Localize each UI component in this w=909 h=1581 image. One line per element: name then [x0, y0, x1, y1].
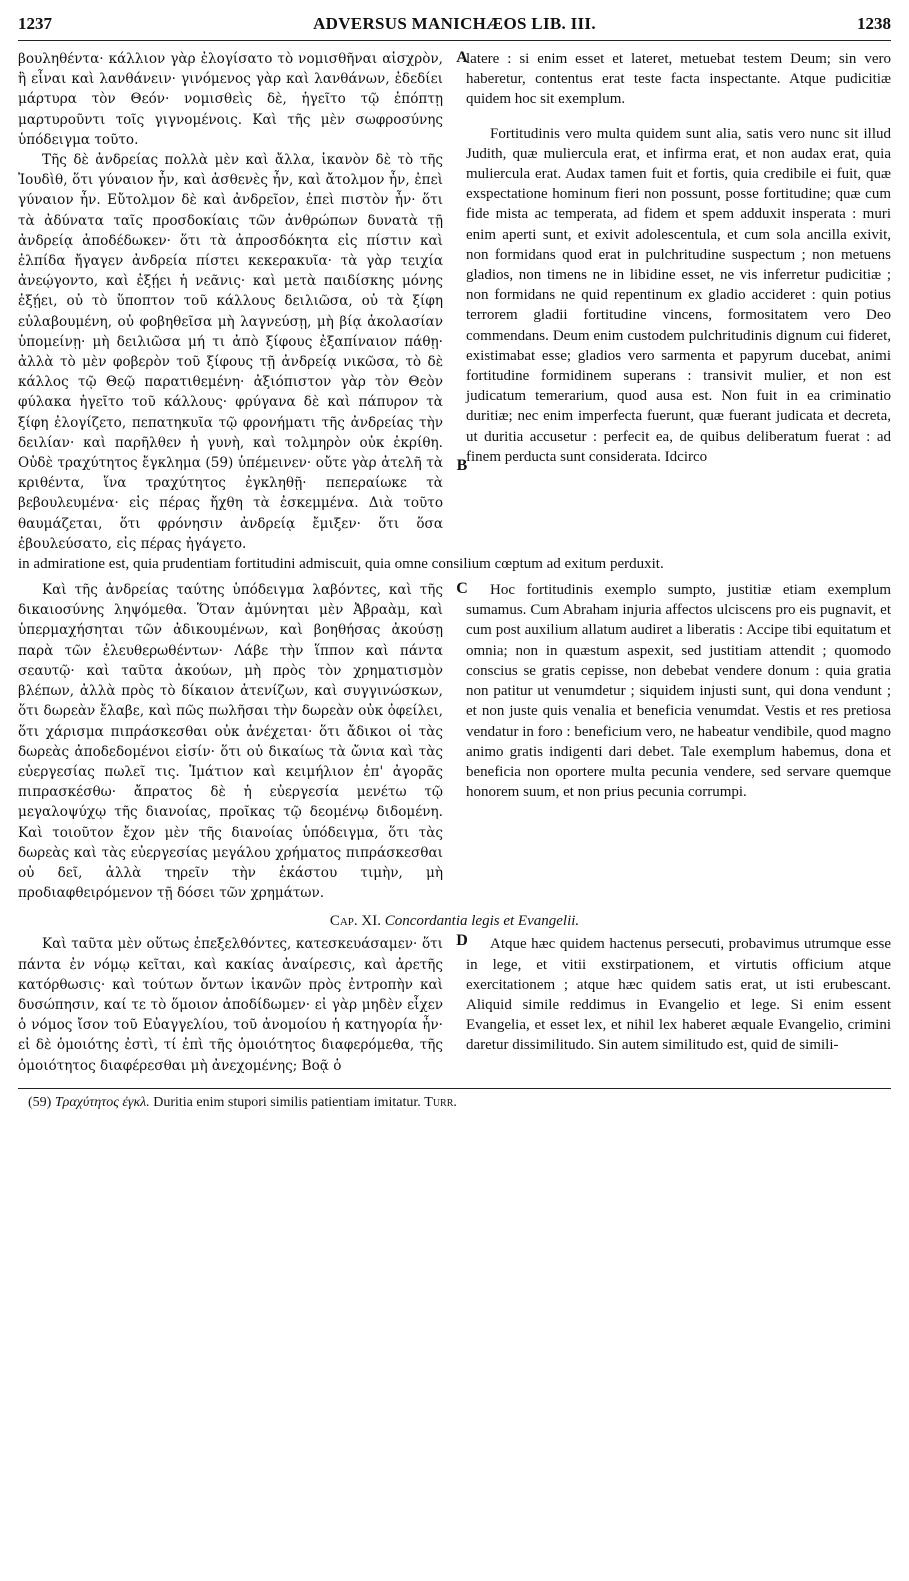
- margin-marker-a: A: [456, 49, 468, 66]
- greek-column: [18, 49, 443, 554]
- greek-paragraph: Τῆς δὲ ἀνδρείας πολλὰ μὲν καὶ ἄλλα, ἱκανὸν δὲ τὸ τῆς Ἰουδὶθ, ὅτι γύναιον ἦν, καὶ ἀσθενὲς ἦν, καὶ ἄτολμον ἦν, ἐπεὶ γύναιον ἦν. Εὔτολμον δὲ καὶ ἀνδρεῖον, ἐπεὶ πιστὸν ἦν· ὅτι τὰ ἀδύνατα ταῖς προσδοκίαις τῶν ἀνθρώπων δυνατὰ τῇ ἀνδρείᾳ ἀποδέδωκεν· ὅτι τὰ ἀπροσδόκητα εἰς πίστιν καὶ ἐλπίδα ἤγαγεν ἀνδρεία πίστει κεκερακυῖα· τὰ γὰρ τειχία ἀνεῴγοντο, καὶ ἐξῄει ἡ νεᾶνις· καὶ μετὰ παιδίσκης μόνης ἐξῄει, οὐ τὸ ὕποπτον τοῦ κάλλους δειλιῶσα, οὐ τὰ ξίφη εὐλαβουμένη, οὐ φοβηθεῖσα μὴ λαγνεύσῃ, μὴ βίᾳ ἀκολασίαν ὑπομείνῃ· μὴ δειλιῶσα μή τι ἀπὸ ξίφους ἐξαπίναιον πάθῃ· ἀλλὰ τὸ μὲν φοβερὸν τοῦ ξίφους τῇ ἀνδρείᾳ νικῶσα, τὸ δὲ κάλλος τῷ Θεῷ παρατιθεμένη· ἀξιόπιστον γὰρ τὸν Θεὸν φύλακα ἡγεῖτο τοῦ κάλλους· φρύγανα δὲ καὶ πάπυρον τὰ ξίφη ἐλογίζετο, πεπατηκυῖα τῷ φρονήματι τῆς ἀνδρείας τὴν δειλίαν· καὶ παρῆλθεν ἡ γυνὴ, καὶ τολμηρὸν οὐκ ἐκρίθη. Οὐδὲ τραχύτητος ἔγκλημα (59) ὑπέμεινεν· οὔτε γὰρ ἀτελῆ τὰ κριθέντα, ἵνα τραχύτητος ἐγκληθῇ· πεπεραίωκε τὰ βεβουλευμένα· εἰς πέρας ἤχθη τὰ ἐσκεμμένα. Διὰ τοῦτο θαυμάζεται, ὅτι φρόνησιν ἀνδρείᾳ ἔμιξεν· ὅτι ὅσα ἐβουλεύσατο, εἰς πέρας ἠγάγετο.: [18, 152, 443, 552]
- footnote-text: Duritia enim stupori similis patientiam imitatur.: [153, 1094, 421, 1110]
- footnote-number: (59): [28, 1094, 52, 1110]
- page-number-left: 1237: [18, 14, 52, 33]
- fullwidth-line: in admiratione est, quia prudentiam fortitudini admiscuit, quia omne consilium cœptum ad exitum perduxit.: [18, 556, 664, 573]
- latin-column: [466, 49, 891, 554]
- block-3: [18, 934, 891, 1075]
- latin-paragraph: Fortitudinis vero multa quidem sunt alia, satis vero nunc sit illud Judith, quæ muliercula erat, et infirma erat, et non audax erat, quia muliercula erat. Audax tamen fuit et fortis, quia credibile ei fuit, quæ exspectatione hominum fieri non possunt, posse fortitudine; quæ cum fide mista ac temperata, ad fidem et spem adduxit insperata : muri enim aperti sunt, et exivit adolescentula, et cum sola ancilla exivit, non formidans quod erat in pulchritudine suspectum ; non metuens gladios, non timens ne in libidine esset, ne vis inferretur pudicitiæ ; non formidans ne quid repentinum ex gladio accideret : quin potius terrorem gladii fortitudine vincens, formositatem vero Deo commendans. Deum enim custodem pulchritudinis dignum cui fideret, existimabat esse; gladios vero sarmenta et papyrum ducebat, animi fortitudine formidinem superans : transivit mulier, et non est judicatum temerarium, quod ausa est. Non fuit in ea criminatio duritiæ; nec enim imperfecta fuerunt, quæ fuerant judicata et decreta, ut duritia accusetur : perfecit ea, de quibus deliberatum fuerat : ad finem perducta sunt considerata. Idcirco: [466, 125, 891, 465]
- greek-column: [18, 580, 443, 903]
- greek-paragraph: Καὶ ταῦτα μὲν οὕτως ἐπεξελθόντες, κατεσκευάσαμεν· ὅτι πάντα ἐν νόμῳ κεῖται, καὶ κακίας ἀναίρεσις, καὶ ἀρετῆς κατόρθωσις· καὶ τούτων ὄντων ἱκανῶν πρὸς ἐντροπὴν καὶ δυσώπησιν, καί τε τὸ ὅμοιον ἀποδίδωμεν· εἰ γὰρ μηδὲν εἶχεν ὁ νόμος ἴσον τοῦ Εὐαγγελίου, τοῦ ἀνομοίου ἡ κατηγορία ἦν· εἰ δὲ ὁμοιότης ἐστὶ, τί ἐπὶ τῆς ὁμοιότητος διαφερόμεθα, τῆς ὁμοιότητος διαφέρεσθαι μὴ ἀνεχομένης; Βοᾷ ὁ: [18, 936, 443, 1074]
- page: [18, 10, 891, 1111]
- greek-paragraph: βουληθέντα· κάλλιον γὰρ ἐλογίσατο τὸ νομισθῆναι αἰσχρὸν, ἢ εἶναι καὶ λανθάνειν· γινόμενος γὰρ καὶ λανθάνων, ἐδεδίει μάρτυρα τὸν Θεόν· νομισθεὶς δὲ, ἡγεῖτο τῷ ἐπόπτῃ μαρτυροῦντι τοῖς γιγνομένοις. Καὶ τῆς μὲν σωφροσύνης ὑπόδειγμα τοῦτο.: [18, 51, 443, 148]
- margin-marker-c: C: [456, 580, 468, 598]
- latin-column: [466, 580, 891, 903]
- running-title: ADVERSUS MANICHÆOS LIB. III.: [313, 14, 596, 33]
- greek-column: [18, 934, 443, 1075]
- latin-paragraph: Hoc fortitudinis exemplo sumpto, justitiæ etiam exemplum sumamus. Cum Abraham injuria affectos ulciscens pro eis pugnavit, et cum post auxilium allatum audiret a liberatis : Accipe tibi equitatum et omnia; non in quæstum aspexit, sed justitiam attendit ; quomodo conscius se gratis cepisse, non debebat vendere donum : quia gratia non patitur ut venumdetur ; siquidem injusti sunt, qui dona vendunt ; et non juste quis venalia et beneficia venumdat. Vestis et res pretiosa vendatur in foro : beneficium vero, ne habeatur vendibile, quod magno animo gratis indigenti dari debet. Tale exemplum habemus, dona et beneficia non oportere multa pecunia vendere, sed servare quemque honorem suum, et non prius pecunia corrumpi.: [466, 582, 891, 801]
- page-number-right: 1238: [857, 14, 891, 33]
- footnote-rule: [18, 1088, 891, 1089]
- block-1: [18, 49, 891, 554]
- chapter-title: Concordantia legis et Evangelii.: [384, 913, 580, 930]
- chapter-heading: [18, 913, 891, 930]
- latin-paragraph: Atque hæc quidem hactenus persecuti, probavimus utrumque esse in lege, et vitii exstirpationem, et virtutis officium atque exercitationem ; atque hæc quidem satis erat, ut isti erubescant. Aliquid simile reddimus in Evangelio et lege. Si enim essent Evangelia, et esset lex, et nihil lex haberet æquale Evangelio, crimini daretur dissimilitudo. Sin autem similitudo est, quid de simili-: [466, 936, 891, 1054]
- margin-marker-b: B: [456, 457, 468, 474]
- running-header: [18, 10, 891, 41]
- margin-marker-d: D: [456, 932, 468, 950]
- latin-paragraph: latere : si enim esset et lateret, metuebat testem Deum; sin vero haberetur, contentus erat teste facta inspectante. Atque pudicitiæ quidem hoc sit exemplum.: [466, 51, 891, 108]
- footnote: [28, 1095, 891, 1111]
- greek-paragraph: Καὶ τῆς ἀνδρείας ταύτης ὑπόδειγμα λαβόντες, καὶ τῆς δικαιοσύνης ληψόμεθα. Ὅταν ἀμύνηται μὲν Ἀβραὰμ, καὶ ὑπερμαχήσηται τῶν ἀδικουμένων, καὶ βοηθήσας ἀκούσῃ παρὰ τῶν ἐλευθερωθέντων· Λάβε τὴν ἵππον καὶ πάντα σεαυτῷ· καὶ ταῦτα ἀκούων, μὴ πρὸς τὸν χρηματισμὸν βλέπων, ἀλλὰ πρὸς τὸ δίκαιον ἀτενίζων, καὶ συγγινώσκων, ὅτι δωρεὰν ἔλαβε, καὶ πῶς πωλῆσαι τὴν δωρεὰν οὐκ ὀφείλει, ὅτι χάρισμα πιπράσκεσθαι οὐκ ἀνέχεται· ὅτι ἄδικοι οἱ τὰς δωρεὰς ἀποδεδομένοι εἰσίν· ὅτι οὐ δικαίως τὰ ὤνια καὶ τὰς εὐεργεσίας πωλεῖ τις. Ἱμάτιον καὶ κειμήλιον ἐπ' ἀγορᾶς πιπρασκέσθω· ἄπρατος δὲ ἡ εὐεργεσία μενέτω τῷ μεγαλοψύχῳ τῆς διανοίας, προῖκας τῷ δεομένῳ διδομένη. Καὶ τοιοῦτον ἔχον μὲν τῆς διανοίας ὑπόδειγμα, ὅτι τὰς δωρεὰς καὶ τὰς εὐεργεσίας μεγάλου χρήματος πιπράσκεσθαι οὐ δεῖ, ἀλλὰ τηρεῖν τὴν ἑκάστου τιμὴν, μὴ προδιαφθειρόμενον τῇ δόσει τῶν χρημάτων.: [18, 582, 443, 902]
- latin-column: [466, 934, 891, 1075]
- chapter-label: Cap. XI.: [329, 913, 381, 930]
- footnote-greek: Τραχύτητος ἐγκλ.: [54, 1094, 150, 1110]
- footnote-signature: Turr.: [424, 1094, 457, 1110]
